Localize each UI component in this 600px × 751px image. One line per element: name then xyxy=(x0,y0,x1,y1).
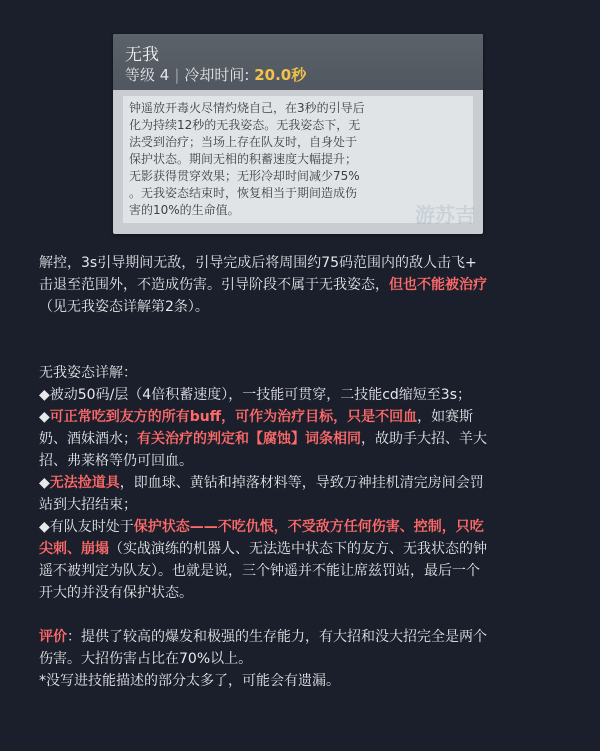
body-text: ，故助手大招、羊大 xyxy=(361,431,487,447)
detail-bullet-2 xyxy=(39,406,579,428)
body-text: ：提供了较高的爆发和极强的生存能力，有大招和没大招完全是两个 xyxy=(67,629,487,645)
highlight-text: 有关治疗的判定和【腐蚀】词条相同 xyxy=(137,431,361,447)
body-text: ◆有队友时处于 xyxy=(39,519,134,535)
detail-bullet-3-cont: 站到大招结束； xyxy=(39,497,137,513)
bullet-marker: ◆ xyxy=(39,475,50,491)
description-line: 化为持续12秒的无我姿态。无我姿态下，无 xyxy=(129,118,361,132)
skill-name: 无我 xyxy=(125,45,159,65)
cooldown-label: 冷却时间: xyxy=(184,66,250,84)
skill-level-row xyxy=(125,64,306,85)
intro-line: （见无我姿态详解第2条）。 xyxy=(39,299,209,315)
body-text: ，如赛斯 xyxy=(417,409,474,425)
evaluation-label: 评价 xyxy=(39,629,67,645)
description-line: 害的10%的生命值。 xyxy=(129,203,240,217)
cooldown-value: 20.0秒 xyxy=(254,66,307,84)
intro-line xyxy=(39,274,579,296)
intro-line: 解控，3s引导期间无敌，引导完成后将周围约75码范围内的敌人击飞+ xyxy=(39,255,477,271)
detail-bullet-3 xyxy=(39,472,579,494)
evaluation-line xyxy=(39,626,579,648)
bullet-marker: ◆ xyxy=(39,409,50,425)
intro-highlight: 但也不能被治疗 xyxy=(389,277,487,293)
details-heading: 无我姿态详解： xyxy=(39,365,137,381)
body-text: （实战演练的机器人、无法选中状态下的友方、无我状态的钟 xyxy=(109,541,487,557)
highlight-text: 可正常吃到友方的所有buff，可作为治疗目标，只是不回血 xyxy=(49,409,418,425)
description-line: 保护状态。期间无相的积蓄速度大幅提升； xyxy=(129,152,358,166)
evaluation-line: 伤害。大招伤害占比在70%以上。 xyxy=(39,651,253,667)
detail-bullet-1: ◆被动50码/层（4倍积蓄速度），一技能可贯穿，二技能cd缩短至3s； xyxy=(39,387,471,403)
body-text: 奶、酒妹酒水； xyxy=(39,431,137,447)
evaluation-note: *没写进技能描述的部分太多了，可能会有遗漏。 xyxy=(39,673,340,689)
body-text: ，即血球、黄钻和掉落材料等，导致万神挂机清完房间会罚 xyxy=(119,475,484,491)
detail-bullet-4-cont: 开大的并没有保护状态。 xyxy=(39,585,193,601)
description-line: 。无我姿态结束时，恢复相当于期间造成伤 xyxy=(129,186,358,200)
description-line: 无影获得贯穿效果；无形冷却时间减少75% xyxy=(129,169,360,183)
detail-bullet-2-cont: 招、弗莱格等仍可回血。 xyxy=(39,453,193,469)
detail-bullet-4-cont xyxy=(39,538,579,560)
description-line: 法受到治疗；当场上存在队友时，自身处于 xyxy=(129,135,358,149)
detail-bullet-4 xyxy=(39,516,579,538)
detail-bullet-4-cont: 遥不被判定为队友）。也就是说，三个钟遥并不能让席兹罚站，最后一个 xyxy=(39,563,480,579)
description-line: 钟遥放开毒火尽情灼烧自己，在3秒的引导后 xyxy=(129,101,365,115)
intro-text: 击退至范围外，不造成伤害。引导阶段不属于无我姿态， xyxy=(39,277,389,293)
highlight-text: 尖刺、崩塌 xyxy=(39,541,109,557)
article-body xyxy=(39,252,579,692)
level-separator: | xyxy=(174,66,180,84)
skill-card-header xyxy=(113,34,483,90)
detail-bullet-2-cont xyxy=(39,428,579,450)
skill-card xyxy=(113,34,483,234)
highlight-text: 保护状态——不吃仇恨，不受敌方任何伤害、控制，只吃 xyxy=(133,519,484,535)
highlight-text: 无法捡道具 xyxy=(49,475,120,491)
watermark: 游苏吉 xyxy=(415,203,475,227)
skill-level: 等级 4 xyxy=(125,66,170,84)
